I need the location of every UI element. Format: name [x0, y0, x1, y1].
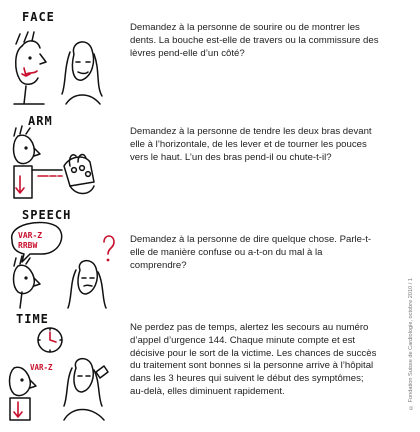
time-speech-mark: VAR-Z — [30, 363, 53, 372]
section-arm — [0, 108, 420, 206]
clock-icon — [38, 328, 62, 352]
speech-bubble-line1: VAR-Z — [18, 231, 43, 240]
face-text: Demandez à la personne de sourire ou de montrer les dents. La bouche est-elle de travers ou la commissure des lèvres pend-elle d’un côté? — [130, 22, 379, 59]
face-heading: FACE — [22, 10, 55, 24]
time-heading: TIME — [16, 312, 49, 326]
section-speech — [0, 206, 420, 310]
speech-text: Demandez à la personne de dire quelque chose. Parle-t-elle de manière confuse ou a-t-on du mal à la comprendre? — [130, 234, 372, 271]
face-illustration — [4, 24, 114, 114]
speech-bubble-line2: RRBW — [18, 241, 38, 250]
arm-text: Demandez à la personne de tendre les deux bras devant elle à l’horizontale, de les lever et de tourner les pouces vers le haut. L’un des bras pend-il ou chute-t-il? — [130, 126, 372, 163]
speech-illustration — [4, 220, 116, 310]
speech-heading: SPEECH — [22, 208, 72, 222]
time-text: Ne perdez pas de temps, alertez les secours au numéro d’appel d’urgence 144. Chaque minute compte et est décisive pour le sort de la victime. Les chances de succès du traitement sont bonnes si la personne arrive à l’hôpital dans les 3 heures qui suivent le début des symptômes; au-delà, elles diminuent rapidement. — [130, 322, 377, 397]
arm-illustration — [4, 126, 114, 206]
arm-heading: ARM — [28, 114, 53, 128]
section-face — [0, 0, 420, 108]
time-illustration — [4, 324, 116, 428]
copyright-notice: © Fondation Suisse de Cardiologie, octobre 2010 / 1 — [408, 278, 414, 410]
section-time — [0, 310, 420, 432]
